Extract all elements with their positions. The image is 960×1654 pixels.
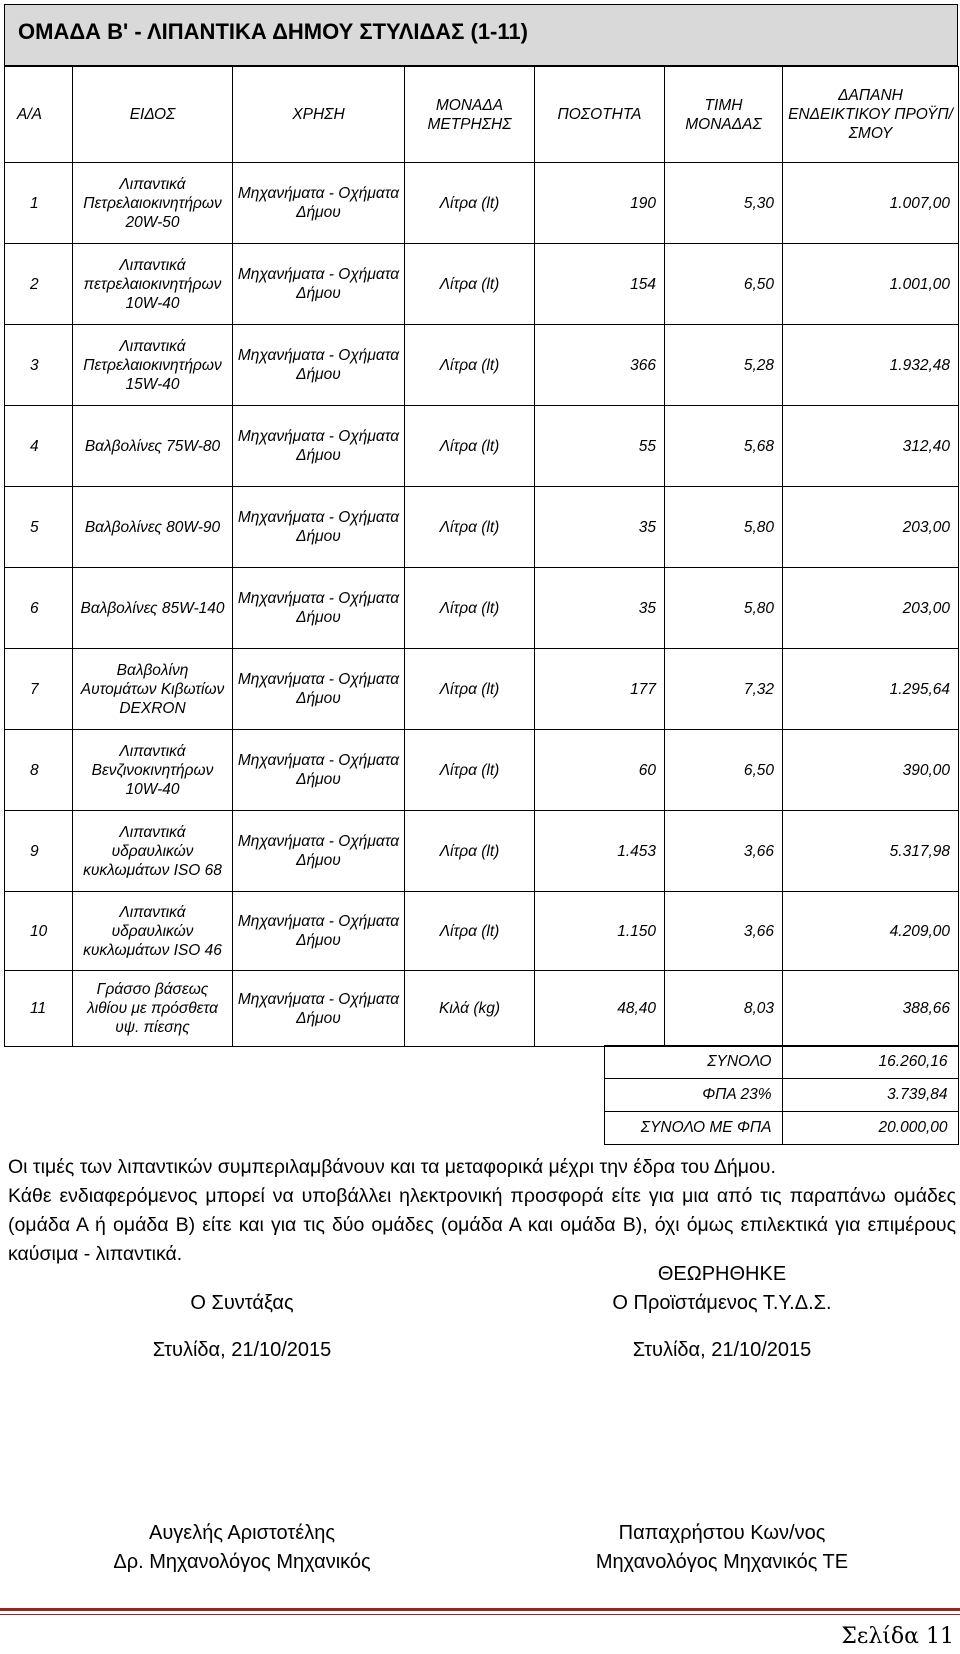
group-title-box bbox=[4, 4, 958, 66]
row-unit: Λίτρα (lt) bbox=[405, 730, 535, 811]
totals-value: 20.000,00 bbox=[782, 1112, 958, 1145]
header-quantity: ΠΟΣΟΤΗΤΑ bbox=[535, 67, 665, 163]
row-quantity: 177 bbox=[535, 649, 665, 730]
row-unit: Λίτρα (lt) bbox=[405, 406, 535, 487]
footer-rule-thin bbox=[0, 1614, 960, 1615]
row-unit: Λίτρα (lt) bbox=[405, 568, 535, 649]
note-offers: Κάθε ενδιαφερόμενος μπορεί να υποβάλλει ηλεκτρονική προσφορά είτε για μια από τις παραπάνω ομάδες (ομάδα Α ή ομάδα Β) είτε και για τις δύο ομάδες (ομάδα Α και ομάδα Β), όχι όμως επιλεκτικά για επιμέρους καύσιμα - λιπαντικά. bbox=[8, 1185, 956, 1265]
row-use: Μηχανήματα - Οχήματα Δήμου bbox=[233, 406, 405, 487]
row-use: Μηχανήματα - Οχήματα Δήμου bbox=[233, 325, 405, 406]
row-cost: 390,00 bbox=[783, 730, 959, 811]
totals-value: 16.260,16 bbox=[782, 1046, 958, 1079]
row-cost: 1.007,00 bbox=[783, 163, 959, 244]
row-unit: Λίτρα (lt) bbox=[405, 244, 535, 325]
row-aa: 7 bbox=[5, 649, 73, 730]
row-quantity: 48,40 bbox=[535, 971, 665, 1047]
row-quantity: 190 bbox=[535, 163, 665, 244]
row-aa: 4 bbox=[5, 406, 73, 487]
row-cost: 203,00 bbox=[783, 487, 959, 568]
totals-spacer bbox=[4, 1112, 604, 1145]
table-body bbox=[5, 163, 959, 1047]
row-unit-price: 5,68 bbox=[665, 406, 783, 487]
totals-label: ΦΠΑ 23% bbox=[604, 1079, 782, 1112]
row-unit: Κιλά (kg) bbox=[405, 971, 535, 1047]
row-item: Βαλβολίνη Αυτομάτων Κιβωτίων DEXRON bbox=[73, 649, 233, 730]
supervisor-name: Παπαχρήστου Κων/νος bbox=[618, 1522, 826, 1544]
totals-spacer bbox=[4, 1046, 604, 1079]
author-role: Ο Συντάξας bbox=[190, 1292, 294, 1314]
row-cost: 312,40 bbox=[783, 406, 959, 487]
row-unit-price: 8,03 bbox=[665, 971, 783, 1047]
row-aa: 2 bbox=[5, 244, 73, 325]
supervisor-role: Ο Προϊστάμενος Τ.Υ.Δ.Σ. bbox=[612, 1292, 832, 1314]
totals-label: ΣΥΝΟΛΟ bbox=[604, 1046, 782, 1079]
table-row bbox=[5, 325, 959, 406]
header-unit-price: ΤΙΜΗ ΜΟΝΑΔΑΣ bbox=[665, 67, 783, 163]
row-quantity: 1.150 bbox=[535, 892, 665, 971]
row-aa: 1 bbox=[5, 163, 73, 244]
row-cost: 5.317,98 bbox=[783, 811, 959, 892]
totals-spacer bbox=[4, 1079, 604, 1112]
row-use: Μηχανήματα - Οχήματα Δήμου bbox=[233, 163, 405, 244]
row-quantity: 366 bbox=[535, 325, 665, 406]
row-use: Μηχανήματα - Οχήματα Δήμου bbox=[233, 487, 405, 568]
row-unit-price: 7,32 bbox=[665, 649, 783, 730]
row-use: Μηχανήματα - Οχήματα Δήμου bbox=[233, 730, 405, 811]
totals-row bbox=[4, 1112, 958, 1145]
table-row bbox=[5, 163, 959, 244]
row-aa: 6 bbox=[5, 568, 73, 649]
table-row bbox=[5, 649, 959, 730]
row-item: Λιπαντικά υδραυλικών κυκλωμάτων ISO 68 bbox=[73, 811, 233, 892]
page-number: Σελίδα 11 bbox=[841, 1624, 954, 1649]
row-unit-price: 3,66 bbox=[665, 892, 783, 971]
totals-label: ΣΥΝΟΛΟ ΜΕ ΦΠΑ bbox=[604, 1112, 782, 1145]
table-row bbox=[5, 406, 959, 487]
header-unit: ΜΟΝΑΔΑ ΜΕΤΡΗΣΗΣ bbox=[405, 67, 535, 163]
author-place-date: Στυλίδα, 21/10/2015 bbox=[152, 1339, 332, 1361]
row-use: Μηχανήματα - Οχήματα Δήμου bbox=[233, 811, 405, 892]
row-item: Λιπαντικά υδραυλικών κυκλωμάτων ISO 46 bbox=[73, 892, 233, 971]
row-use: Μηχανήματα - Οχήματα Δήμου bbox=[233, 244, 405, 325]
row-cost: 4.209,00 bbox=[783, 892, 959, 971]
row-quantity: 60 bbox=[535, 730, 665, 811]
row-item: Βαλβολίνες 85W-140 bbox=[73, 568, 233, 649]
row-use: Μηχανήματα - Οχήματα Δήμου bbox=[233, 649, 405, 730]
row-quantity: 154 bbox=[535, 244, 665, 325]
row-unit-price: 3,66 bbox=[665, 811, 783, 892]
row-unit-price: 6,50 bbox=[665, 244, 783, 325]
row-unit-price: 5,80 bbox=[665, 487, 783, 568]
row-cost: 388,66 bbox=[783, 971, 959, 1047]
header-use: ΧΡΗΣΗ bbox=[233, 67, 405, 163]
row-item: Λιπαντικά Βενζινοκινητήρων 10W-40 bbox=[73, 730, 233, 811]
row-quantity: 35 bbox=[535, 568, 665, 649]
row-quantity: 55 bbox=[535, 406, 665, 487]
row-unit: Λίτρα (lt) bbox=[405, 811, 535, 892]
row-quantity: 1.453 bbox=[535, 811, 665, 892]
row-unit: Λίτρα (lt) bbox=[405, 487, 535, 568]
row-unit-price: 5,28 bbox=[665, 325, 783, 406]
row-aa: 5 bbox=[5, 487, 73, 568]
totals-value: 3.739,84 bbox=[782, 1079, 958, 1112]
lubricants-table bbox=[4, 66, 959, 1047]
row-unit-price: 6,50 bbox=[665, 730, 783, 811]
row-cost: 1.932,48 bbox=[783, 325, 959, 406]
table-row bbox=[5, 730, 959, 811]
row-cost: 1.295,64 bbox=[783, 649, 959, 730]
header-cost: ΔΑΠΑΝΗ ΕΝΔΕΙΚΤΙΚΟΥ ΠΡΟΫΠ/ΣΜΟΥ bbox=[783, 67, 959, 163]
row-aa: 9 bbox=[5, 811, 73, 892]
row-use: Μηχανήματα - Οχήματα Δήμου bbox=[233, 892, 405, 971]
table-row bbox=[5, 971, 959, 1047]
table-row bbox=[5, 811, 959, 892]
header-aa: Α/Α bbox=[5, 67, 73, 163]
table-row bbox=[5, 892, 959, 971]
row-cost: 1.001,00 bbox=[783, 244, 959, 325]
row-item: Λιπαντικά πετρελαιοκινητήρων 10W-40 bbox=[73, 244, 233, 325]
row-unit-price: 5,30 bbox=[665, 163, 783, 244]
row-item: Λιπαντικά Πετρελαιοκινητήρων 15W-40 bbox=[73, 325, 233, 406]
table-row bbox=[5, 244, 959, 325]
row-unit: Λίτρα (lt) bbox=[405, 892, 535, 971]
row-item: Βαλβολίνες 80W-90 bbox=[73, 487, 233, 568]
row-item: Γράσσο βάσεως λιθίου με πρόσθετα υψ. πίεσης bbox=[73, 971, 233, 1047]
row-aa: 11 bbox=[5, 971, 73, 1047]
row-cost: 203,00 bbox=[783, 568, 959, 649]
row-use: Μηχανήματα - Οχήματα Δήμου bbox=[233, 971, 405, 1047]
approved-heading: ΘΕΩΡΗΘΗΚΕ bbox=[657, 1263, 787, 1285]
notes bbox=[8, 1153, 956, 1269]
header-item: ΕΙΔΟΣ bbox=[73, 67, 233, 163]
note-transport: Οι τιμές των λιπαντικών συμπεριλαμβάνουν και τα μεταφορικά μέχρι την έδρα του Δήμου. bbox=[8, 1156, 776, 1178]
totals-row bbox=[4, 1079, 958, 1112]
row-aa: 8 bbox=[5, 730, 73, 811]
row-unit-price: 5,80 bbox=[665, 568, 783, 649]
row-unit: Λίτρα (lt) bbox=[405, 649, 535, 730]
row-aa: 10 bbox=[5, 892, 73, 971]
group-title: ΟΜΑΔΑ Β' - ΛΙΠΑΝΤΙΚΑ ΔΗΜΟΥ ΣΤΥΛΙΔΑΣ (1-11) bbox=[18, 19, 528, 44]
table-header-row bbox=[5, 67, 959, 163]
author-title: Δρ. Μηχανολόγος Μηχανικός bbox=[113, 1551, 371, 1573]
supervisor-title: Μηχανολόγος Μηχανικός ΤΕ bbox=[595, 1551, 849, 1573]
row-item: Βαλβολίνες 75W-80 bbox=[73, 406, 233, 487]
totals-row bbox=[4, 1046, 958, 1079]
row-quantity: 35 bbox=[535, 487, 665, 568]
author-name: Αυγελής Αριστοτέλης bbox=[149, 1522, 335, 1544]
table-row bbox=[5, 568, 959, 649]
table-row bbox=[5, 487, 959, 568]
supervisor-place-date: Στυλίδα, 21/10/2015 bbox=[632, 1339, 812, 1361]
row-aa: 3 bbox=[5, 325, 73, 406]
row-unit: Λίτρα (lt) bbox=[405, 325, 535, 406]
row-use: Μηχανήματα - Οχήματα Δήμου bbox=[233, 568, 405, 649]
totals-table bbox=[4, 1045, 959, 1145]
row-item: Λιπαντικά Πετρελαιοκινητήρων 20W-50 bbox=[73, 163, 233, 244]
footer-rule-thick bbox=[0, 1608, 960, 1611]
row-unit: Λίτρα (lt) bbox=[405, 163, 535, 244]
